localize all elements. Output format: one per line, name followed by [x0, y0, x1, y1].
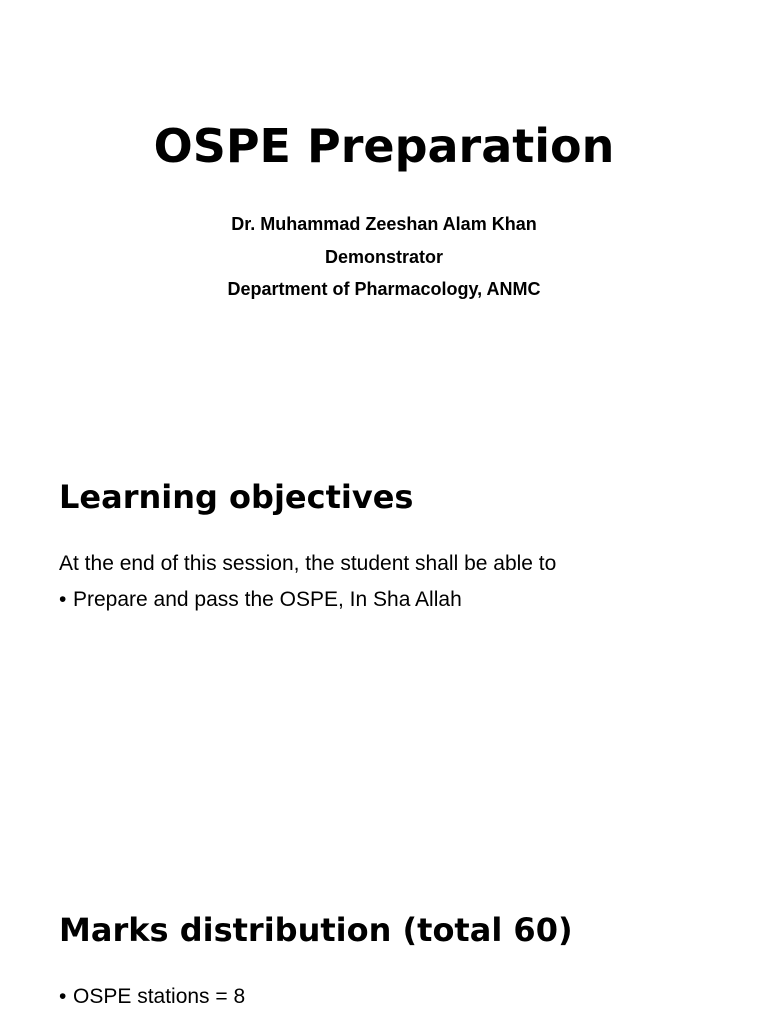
marks-heading: Marks distribution (total 60) [59, 911, 573, 949]
presentation-title: OSPE Preparation [153, 119, 615, 173]
presenter-name: Dr. Muhammad Zeeshan Alam Khan [231, 214, 537, 234]
list-item [59, 582, 462, 618]
list-item [59, 979, 245, 1015]
presenter-info [0, 208, 768, 306]
objectives-slide [0, 400, 768, 860]
list-item-text: OSPE stations = 8 [73, 985, 246, 1008]
marks-list [59, 979, 245, 1015]
title-slide [0, 0, 768, 400]
bullet-icon: • [59, 985, 67, 1008]
objectives-intro: At the end of this session, the student shall be able to [59, 552, 557, 575]
presenter-role: Demonstrator [324, 246, 444, 267]
marks-slide [0, 860, 768, 1024]
objectives-heading: Learning objectives [59, 478, 414, 516]
objectives-list [59, 582, 462, 618]
bullet-icon: • [59, 588, 67, 611]
presenter-department: Department of Pharmacology, ANMC [227, 279, 541, 299]
list-item-text: Prepare and pass the OSPE, In Sha Allah [73, 588, 462, 611]
